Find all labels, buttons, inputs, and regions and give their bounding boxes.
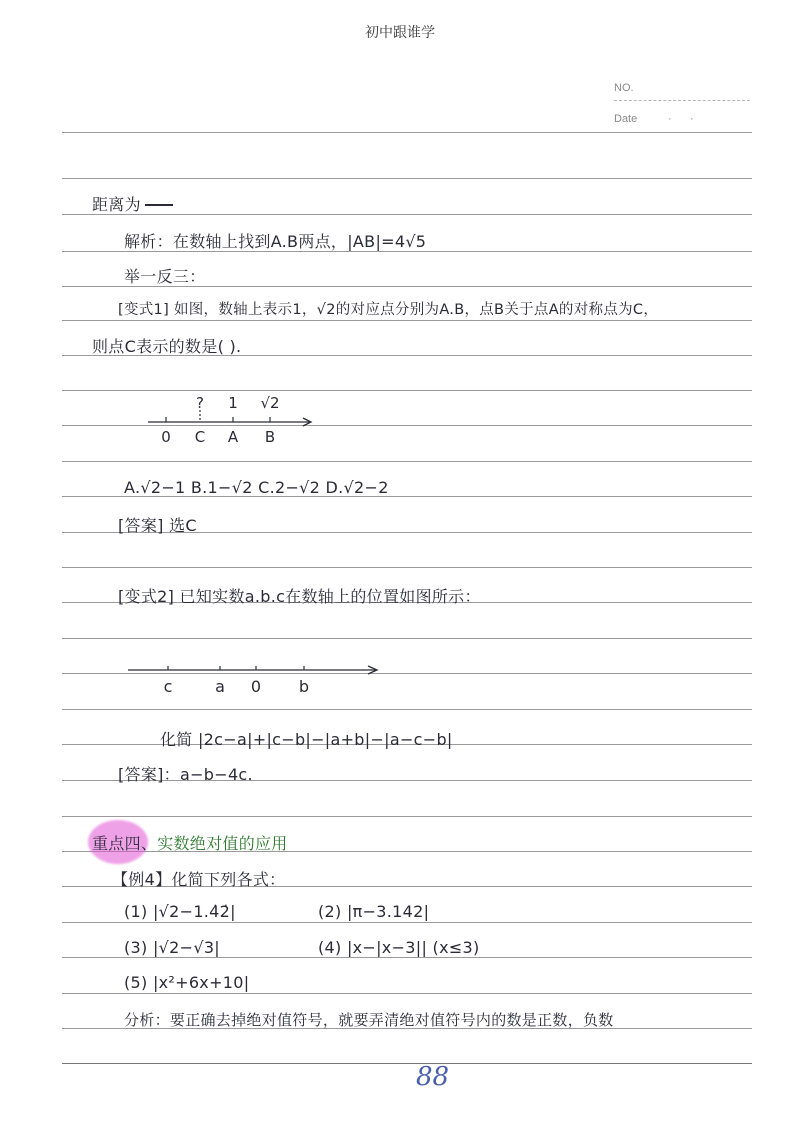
nl2-label-c: c xyxy=(163,677,173,696)
follow-up-heading: 举一反三： xyxy=(124,267,206,286)
nl1-label-b: B xyxy=(264,428,276,446)
key-point-4-label: 重点四、 xyxy=(92,834,158,853)
example-4-item-2: (2) |π−3.142| xyxy=(318,902,430,921)
answer-blank xyxy=(145,204,173,206)
analysis-line: 解析：在数轴上找到A.B两点，|AB|=4√5 xyxy=(124,232,427,251)
number-line-1 xyxy=(140,388,340,452)
date-dot-separator: · · xyxy=(668,113,694,125)
key-point-4-title: 实数绝对值的应用 xyxy=(157,834,288,853)
nl1-label-c: C xyxy=(194,428,206,446)
number-line-2 xyxy=(128,658,388,700)
distance-line xyxy=(92,192,173,215)
ruled-line-bottom xyxy=(62,1063,752,1064)
ruled-line xyxy=(62,922,752,923)
nl1-label-a: A xyxy=(227,428,239,446)
page-number: 88 xyxy=(416,1062,450,1092)
ruled-line xyxy=(62,816,752,817)
ruled-line xyxy=(62,320,752,321)
ruled-line xyxy=(62,178,752,179)
variant-1-answer: [答案] 选C xyxy=(118,516,197,535)
no-label: NO. xyxy=(614,82,634,94)
nl1-top-label-question: ? xyxy=(196,394,204,412)
variant-1-question: [变式1] 如图，数轴上表示1，√2的对应点分别为A.B，点B关于点A的对称点为C， xyxy=(118,302,659,318)
variant-1-options: A.√2−1 B.1−√2 C.2−√2 D.√2−2 xyxy=(124,478,389,497)
variant-2-question: [变式2] 已知实数a.b.c在数轴上的位置如图所示： xyxy=(118,587,481,606)
nl2-label-a: a xyxy=(215,677,225,696)
variant-2-answer: [答案]：a−b−4c. xyxy=(118,765,253,784)
nl2-label-0: 0 xyxy=(250,677,262,696)
analysis-text: 分析：要正确去掉绝对值符号，就要弄清绝对值符号内的数是正数，负数 xyxy=(124,1011,614,1029)
variant-2-simplify: 化简 |2c−a|+|c−b|−|a+b|−|a−c−b| xyxy=(160,730,453,749)
ruled-line xyxy=(62,957,752,958)
date-label: Date xyxy=(614,113,638,125)
ruled-line xyxy=(62,638,752,639)
ruled-line xyxy=(62,709,752,710)
example-4-item-4: (4) |x−|x−3|| (x≤3) xyxy=(318,938,480,957)
nl1-top-label-one: 1 xyxy=(228,394,238,412)
nl1-top-label-root2: √2 xyxy=(260,394,280,412)
ruled-line xyxy=(62,461,752,462)
example-4-item-1: (1) |√2−1.4̇2̇| xyxy=(124,902,236,921)
ruled-line xyxy=(62,993,752,994)
variant-1-question-cont: 则点C表示的数是( ). xyxy=(92,337,242,356)
nl1-label-0: 0 xyxy=(161,428,171,446)
page-header-title: 初中跟谁学 xyxy=(365,25,435,41)
example-4-prompt: 【例4】化简下列各式： xyxy=(112,870,286,889)
example-4-item-3: (3) |√2−√3| xyxy=(124,938,220,957)
key-point-4-heading xyxy=(92,831,288,854)
example-4-item-5: (5) |x²+6x+10| xyxy=(124,973,250,992)
distance-text: 距离为 xyxy=(92,195,141,214)
ruled-line xyxy=(62,132,752,133)
ruled-line xyxy=(62,567,752,568)
nl2-label-b: b xyxy=(298,677,310,696)
no-field-dotted-line xyxy=(614,100,750,101)
